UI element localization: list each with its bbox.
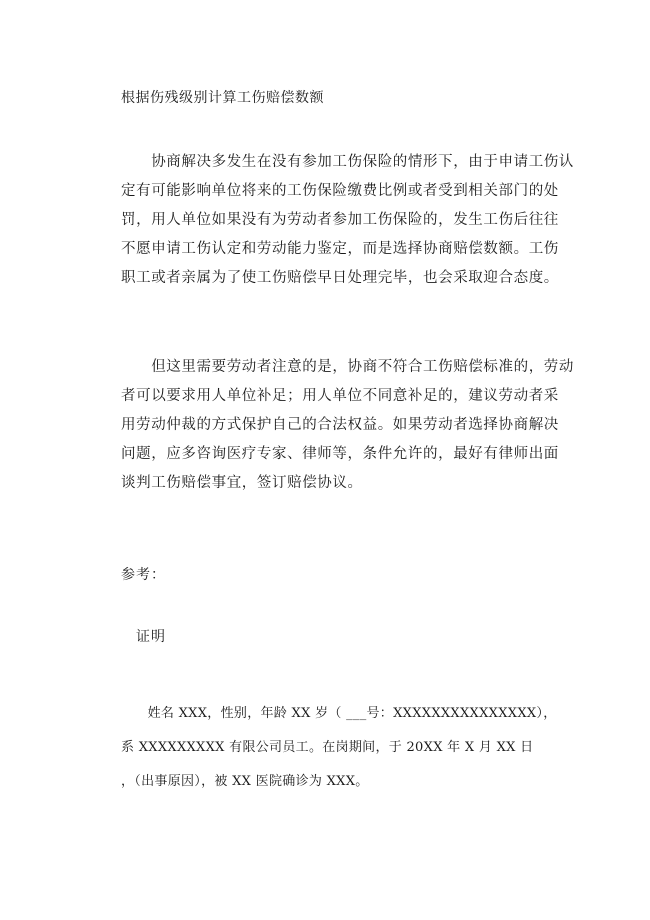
certificate-line: 姓名 XXX，性别，年龄 XX 岁（ ___号：XXXXXXXXXXXXXXX）， (121, 706, 557, 721)
certificate-line: ，（出事原因），被 XX 医院确诊为 XXX。 (121, 774, 369, 789)
paragraph-line: 定有可能影响单位将来的工伤保险缴费比例或者受到相关部门的处 (121, 183, 559, 199)
paragraph-line: 罚，用人单位如果没有为劳动者参加工伤保险的，发生工伤后往往 (121, 212, 559, 228)
certificate-line: 系 XXXXXXXXX 有限公司员工。在岗期间，于 20XX 年 X 月 XX 日 (121, 740, 534, 755)
paragraph-line: 用劳动仲裁的方式保护自己的合法权益。如果劳动者选择协商解决 (121, 417, 559, 433)
paragraph-line: 协商解决多发生在没有参加工伤保险的情形下，由于申请工伤认 (121, 154, 574, 170)
paragraph-line: 问题，应多咨询医疗专家、律师等，条件允许的，最好有律师出面 (121, 446, 559, 462)
paragraph-line: 谈判工伤赔偿事宜，签订赔偿协议。 (121, 475, 363, 491)
certificate-title: 证明 (136, 629, 166, 645)
certificate-body (121, 697, 561, 799)
paragraph-line: 不愿申请工伤认定和劳动能力鉴定，而是选择协商赔偿数额。工伤 (121, 241, 559, 257)
document-title: 根据伤残级别计算工伤赔偿数额 (121, 90, 324, 106)
reference-label: 参考： (121, 567, 166, 583)
paragraph-line: 者可以要求用人单位补足；用人单位不同意补足的，建议劳动者采 (121, 388, 559, 404)
paragraph-negotiation (121, 148, 574, 293)
paragraph-line: 职工或者亲属为了使工伤赔偿早日处理完毕，也会采取迎合态度。 (121, 270, 559, 286)
paragraph-line: 但这里需要劳动者注意的是，协商不符合工伤赔偿标准的，劳动 (121, 359, 574, 375)
paragraph-worker-notice (121, 353, 574, 498)
